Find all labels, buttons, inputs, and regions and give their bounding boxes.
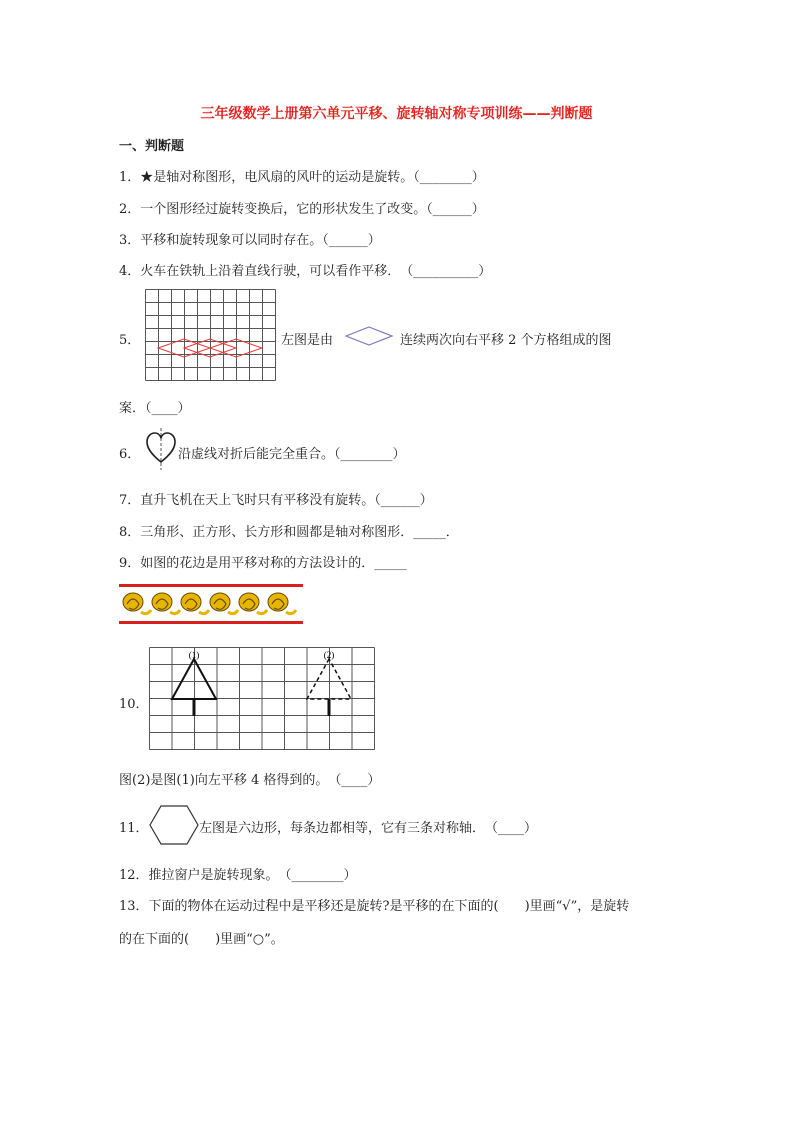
question-4: 4．火车在铁轨上沿着直线行驶，可以看作平移． （__________）: [119, 264, 492, 279]
question-12: 12．推拉窗户是旋转现象。 （________）: [119, 868, 357, 883]
figure-label-2: (2): [323, 650, 335, 660]
question-9: 9．如图的花边是用平移对称的方法设计的．_____: [119, 556, 407, 571]
question-5-text-b: 连续两次向右平移 2 个方格组成的图: [400, 333, 612, 348]
question-1: 1．★是轴对称图形，电风扇的风叶的运动是旋转。（________）: [119, 170, 485, 185]
lace-border-figure: [119, 582, 303, 626]
question-5-text-c: 案．（____）: [119, 401, 191, 416]
hexagon-icon: [148, 804, 200, 846]
question-6-number: 6．: [119, 447, 141, 462]
question-10-number: 10．: [119, 697, 149, 712]
lace-flower: [123, 593, 151, 614]
lace-flower: [152, 593, 180, 614]
question-5-text-a: 左图是由: [281, 333, 334, 348]
lace-flower: [210, 593, 238, 614]
section-heading: 一、判断题: [119, 139, 185, 154]
question-11-number: 11．: [119, 821, 149, 836]
question-5-number: 5．: [119, 333, 141, 348]
question-6-text: 沿虚线对折后能完全重合。（________）: [178, 447, 406, 462]
question-13-line-2: 的在下面的( )里画“○”。: [119, 932, 284, 947]
question-10-text: 图(2)是图(1)向左平移 4 格得到的。 （____）: [119, 773, 381, 788]
heart-icon: [145, 428, 177, 470]
grid-figure-q10: [149, 647, 376, 752]
question-11-text: 左图是六边形，每条边都相等，它有三条对称轴． （____）: [199, 821, 538, 836]
question-8: 8．三角形、正方形、长方形和圆都是轴对称图形．_____．: [119, 525, 459, 540]
question-2: 2．一个图形经过旋转变换后，它的形状发生了改变。（______）: [119, 202, 485, 217]
page-title: 三年级数学上册第六单元平移、旋转轴对称专项训练——判断题: [200, 106, 593, 122]
rhombus-icon: [344, 325, 394, 347]
lace-flower: [268, 593, 296, 614]
question-3: 3．平移和旋转现象可以同时存在。（______）: [119, 233, 381, 248]
grid-figure-q5: [145, 289, 276, 381]
lace-flower: [181, 593, 209, 614]
question-7: 7．直升飞机在天上飞时只有平移没有旋转。（______）: [119, 493, 433, 508]
figure-label-1: (1): [188, 650, 200, 660]
lace-flower: [239, 593, 267, 614]
question-13-line-1: 13．下面的物体在运动过程中是平移还是旋转?是平移的在下面的( )里画“√”，是旋转: [119, 899, 630, 914]
